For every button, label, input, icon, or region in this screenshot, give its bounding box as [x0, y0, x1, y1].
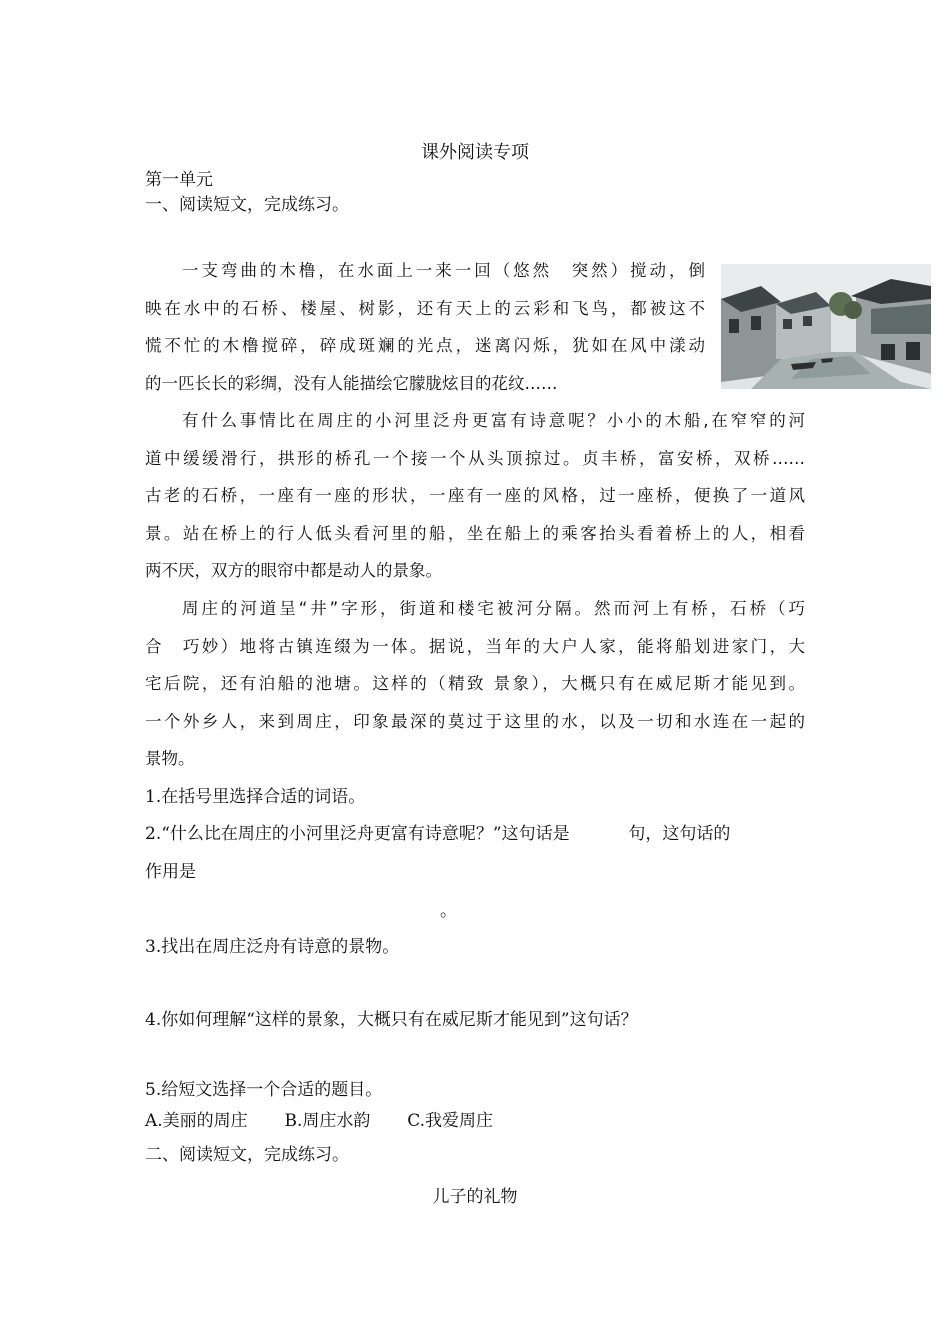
canal-town-photo-icon — [721, 264, 931, 389]
doc-title: 课外阅读专项 — [421, 142, 529, 163]
option-c[interactable]: C.我爱周庄 — [407, 1111, 494, 1131]
question-2-text-end: 句，这句话的 — [628, 824, 731, 844]
passage1-paragraph1 — [145, 252, 705, 402]
question-2-text: 2.“什么比在周庄的小河里泛舟更富有诗意呢？”这句话是 — [145, 824, 570, 844]
text-line: 慌不忙的木橹搅碎，碎成斑斓的光点，迷离闪烁，犹如在风中漾动 — [145, 336, 705, 355]
question-4: 4.你如何理解“这样的景象，大概只有在威尼斯才能见到”这句话？ — [145, 1010, 638, 1030]
question-2-period: 。 — [440, 901, 457, 921]
option-b[interactable]: B.周庄水韵 — [284, 1111, 371, 1131]
text-line: 的一匹长长的彩绸，没有人能描绘它朦胧炫目的花纹…… — [145, 373, 558, 393]
passage1-paragraph3 — [145, 590, 805, 778]
text-line: 有什么事情比在周庄的小河里泛舟更富有诗意呢？小小的木船,在窄窄的河 — [182, 411, 805, 430]
text-line: 一个外乡人，来到周庄，印象最深的莫过于这里的水，以及一切和水连在一起的 — [145, 711, 805, 731]
section2-heading: 二、阅读短文，完成练习。 — [145, 1145, 349, 1165]
text-line: 古老的石桥，一座有一座的形状，一座有一座的风格，过一座桥，便换了一道风 — [145, 486, 805, 505]
question-5: 5.给短文选择一个合适的题目。 — [145, 1080, 383, 1100]
text-line: 景物。 — [145, 749, 195, 768]
text-line: 宅后院，还有泊船的池塘。这样的（精致 景象），大概只有在威尼斯才能见到。 — [145, 674, 805, 693]
question-1: 1.在括号里选择合适的词语。 — [145, 787, 366, 807]
question-2 — [145, 819, 805, 844]
text-line: 一支弯曲的木橹，在水面上一来一回（悠然 突然）搅动，倒 — [182, 261, 705, 280]
text-line: 映在水中的石桥、楼屋、树影，还有天上的云彩和飞鸟，都被这不 — [145, 298, 705, 318]
option-a[interactable]: A.美丽的周庄 — [145, 1111, 248, 1131]
question-2-line2: 作用是 — [145, 862, 196, 882]
unit-label: 第一单元 — [145, 170, 213, 190]
text-line: 道中缓缓滑行，拱形的桥孔一个接一个从头顶掠过。贞丰桥，富安桥，双桥…… — [145, 448, 805, 468]
section1-heading: 一、阅读短文，完成练习。 — [145, 195, 349, 215]
question-3: 3.找出在周庄泛舟有诗意的景物。 — [145, 937, 400, 957]
question-5-options — [145, 1106, 493, 1131]
text-line: 两不厌，双方的眼帘中都是动人的景象。 — [145, 561, 442, 580]
passage2-title: 儿子的礼物 — [432, 1187, 518, 1207]
passage1-paragraph2 — [145, 402, 805, 590]
canal-town-photo — [721, 264, 931, 389]
text-line: 合 巧妙）地将古镇连缀为一体。据说，当年的大户人家，能将船划进家门，大 — [145, 636, 805, 656]
text-line: 周庄的河道呈“井”字形，街道和楼宅被河分隔。然而河上有桥，石桥（巧 — [182, 599, 805, 618]
text-line: 景。站在桥上的行人低头看河里的船，坐在船上的乘客抬头看着桥上的人，相看 — [145, 523, 805, 543]
